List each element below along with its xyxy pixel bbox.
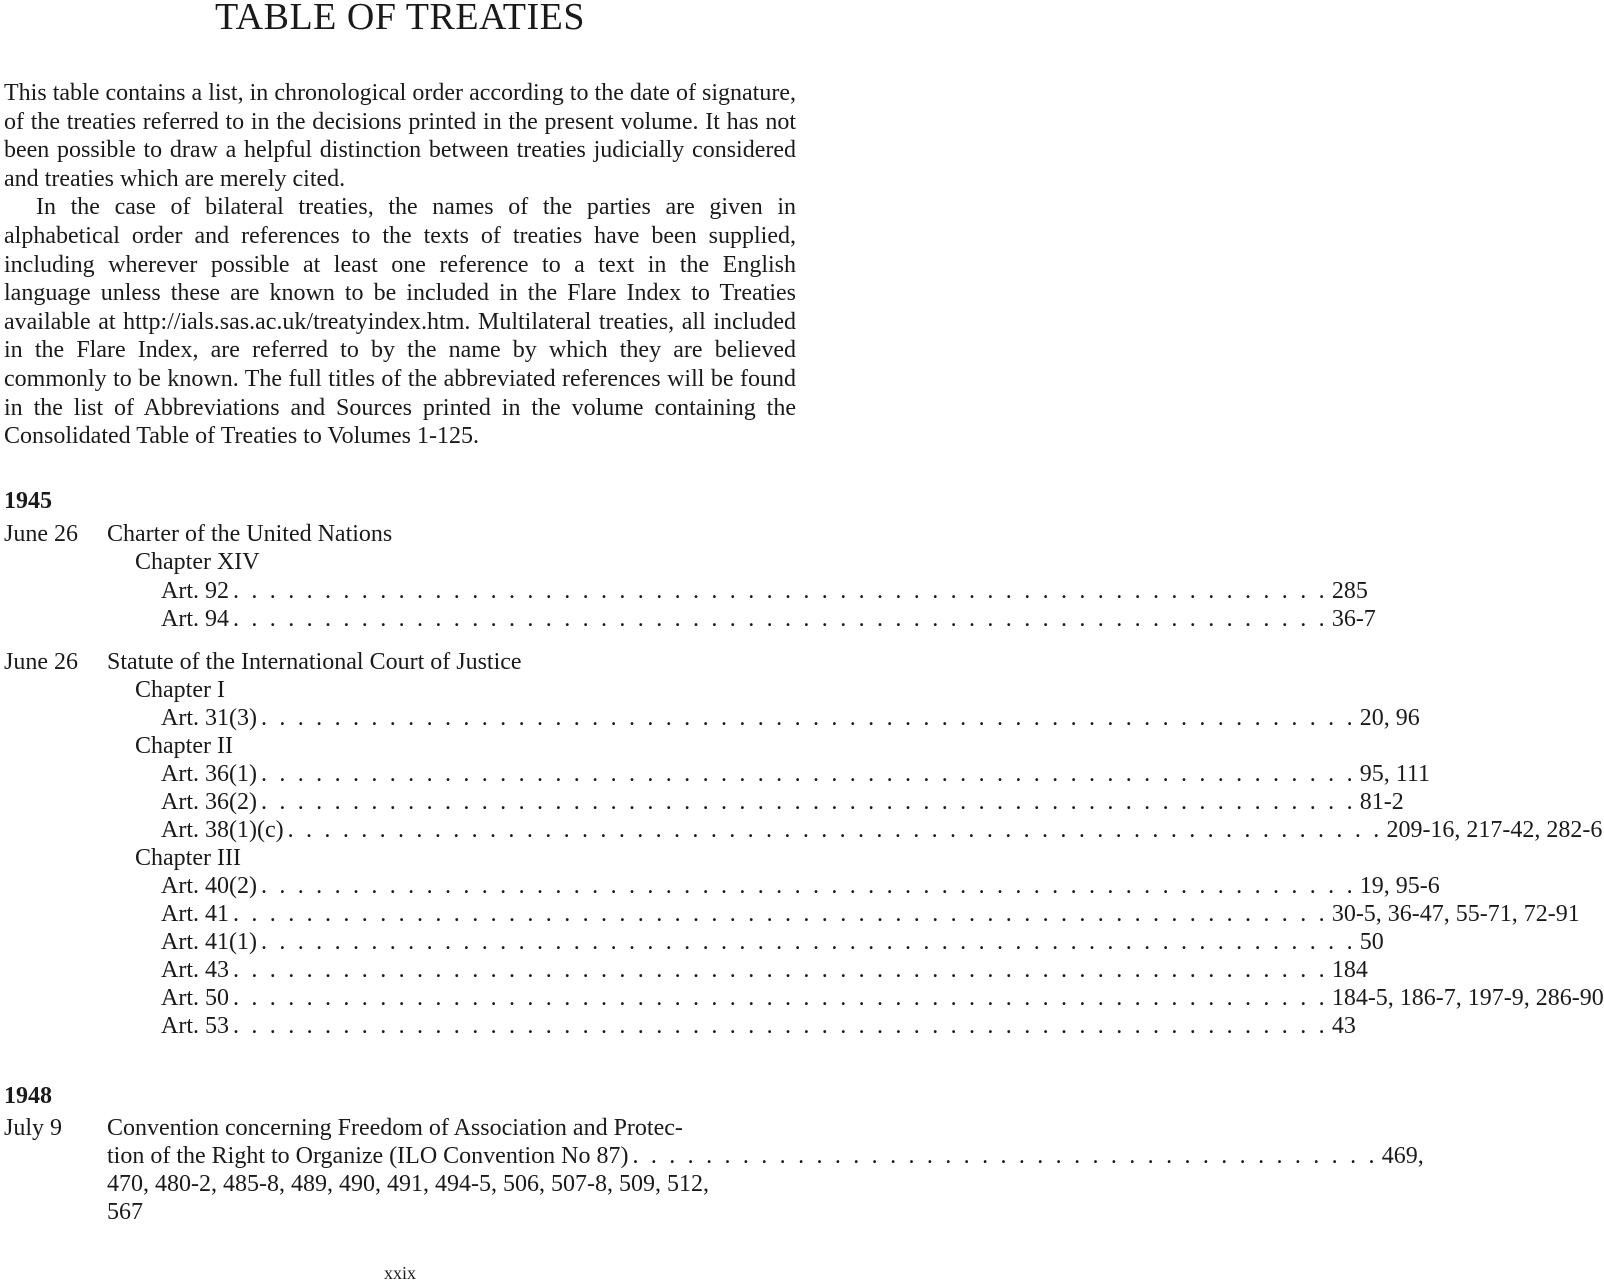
article-entry xyxy=(161,928,1384,956)
article-entry xyxy=(161,1012,1356,1040)
dot-leader: . . . . . . . . . . . . . . . . . . . . . . . . . . . . . . . . . . . . . . . . . . . . . . . . . . . . . . . . . . . . xyxy=(233,901,1328,927)
page-references: 36-7 xyxy=(1331,606,1376,632)
dot-leader: . . . . . . . . . . . . . . . . . . . . . . . . . . . . . . . . . . . . . . . . . . . . . . . . . . . . . . . . . . . . xyxy=(260,789,1356,815)
chapter-heading: Chapter XIV xyxy=(135,549,260,575)
article-label: Art. 50 xyxy=(161,985,229,1011)
introduction xyxy=(4,79,796,451)
treaty-title-continuation xyxy=(107,1142,1424,1170)
year-heading: 1945 xyxy=(4,488,52,514)
article-entry xyxy=(161,956,1368,984)
article-entry xyxy=(161,788,1404,816)
article-entry xyxy=(161,605,1376,633)
treaty-date: July 9 xyxy=(4,1115,63,1141)
article-label: Art. 36(2) xyxy=(161,789,257,815)
dot-leader: . . . . . . . . . . . . . . . . . . . . . . . . . . . . . . . . . . . . . . . . . . . . . . . . . . . . . . . . . . . . xyxy=(233,606,1328,632)
dot-leader: . . . . . . . . . . . . . . . . . . . . . . . . . . . . . . . . . . . . . . . . . . . . . . . . . . . . . . . . . . . . xyxy=(260,761,1356,787)
article-entry xyxy=(161,872,1440,900)
page-references: 184 xyxy=(1331,957,1368,983)
page-references: 184-5, 186-7, 197-9, 286-90 xyxy=(1331,985,1604,1011)
chapter-heading: Chapter III xyxy=(135,845,241,871)
page-references: 19, 95-6 xyxy=(1359,873,1440,899)
article-label: Art. 40(2) xyxy=(161,873,257,899)
article-entry xyxy=(161,704,1420,732)
treaty-title: Convention concerning Freedom of Association and Protec- xyxy=(107,1115,683,1141)
year-heading: 1948 xyxy=(4,1083,52,1109)
intro-paragraph: This table contains a list, in chronological order according to the date of signature, of the treaties referred to in the decisions printed in the present volume. It has not been possible to draw a helpful distinction between treaties judicially considered and treaties which are merely cited. xyxy=(4,80,796,192)
article-label: Art. 41(1) xyxy=(161,929,257,955)
article-label: Art. 38(1)(c) xyxy=(161,817,284,843)
dot-leader: . . . . . . . . . . . . . . . . . . . . . . . . . . . . . . . . . . . . . . . . . . . . . . . . . . . . . . . . . . . . xyxy=(233,578,1328,604)
dot-leader: . . . . . . . . . . . . . . . . . . . . . . . . . . . . . . . . . . . . . . . . . . . . . . . . . . . . . . . . . . . . xyxy=(260,705,1356,731)
article-entry xyxy=(161,760,1431,788)
treaty-title: Statute of the International Court of Justice xyxy=(107,649,522,675)
treaty-date: June 26 xyxy=(4,521,78,547)
article-label: Art. 53 xyxy=(161,1013,229,1039)
page-references: 285 xyxy=(1331,578,1368,604)
page-references: 209-16, 217-42, 282-6 xyxy=(1386,817,1603,843)
page-references: 43 xyxy=(1331,1013,1356,1039)
dot-leader: . . . . . . . . . . . . . . . . . . . . . . . . . . . . . . . . . . . . . . . . . . . . . . . . . . . . . . . . . . . . xyxy=(287,817,1383,843)
chapter-heading: Chapter II xyxy=(135,733,233,759)
treaty-title: Charter of the United Nations xyxy=(107,521,393,547)
page-references: 469, xyxy=(1381,1143,1424,1169)
article-label: Art. 94 xyxy=(161,606,229,632)
page-references: 95, 111 xyxy=(1359,761,1431,787)
chapter-heading: Chapter I xyxy=(135,677,225,703)
intro-paragraph: In the case of bilateral treaties, the names of the parties are given in alphabetical order and references to the texts of treaties have been supplied, including wherever possible at least one reference to a text in the English language unless these are known to be included in the Flare Index to Treaties available at http://ials.sas.ac.uk/treatyindex.htm. Multilateral treaties, all included in the Flare Index, are referred to by the name by which they are believed commonly to be known. The full titles of the abbreviated references will be found in the list of Abbreviations and Sources printed in the volume containing the Consolidated Table of Treaties to Volumes 1-125. xyxy=(4,194,796,450)
treaty-title: tion of the Right to Organize (ILO Convention No 87) xyxy=(107,1143,629,1169)
dot-leader: . . . . . . . . . . . . . . . . . . . . . . . . . . . . . . . . . . . . . . . . . . . . . . . . . . . . . . . . . . . . xyxy=(233,957,1328,983)
dot-leader: . . . . . . . . . . . . . . . . . . . . . . . . . . . . . . . . . . . . . . . . . xyxy=(632,1143,1378,1169)
article-label: Art. 41 xyxy=(161,901,229,927)
dot-leader: . . . . . . . . . . . . . . . . . . . . . . . . . . . . . . . . . . . . . . . . . . . . . . . . . . . . . . . . . . . . xyxy=(260,873,1356,899)
page-references: 30-5, 36-47, 55-71, 72-91 xyxy=(1331,901,1580,927)
page-references: 567 xyxy=(107,1199,143,1225)
dot-leader: . . . . . . . . . . . . . . . . . . . . . . . . . . . . . . . . . . . . . . . . . . . . . . . . . . . . . . . . . . . . xyxy=(260,929,1356,955)
page-references: 50 xyxy=(1359,929,1384,955)
dot-leader: . . . . . . . . . . . . . . . . . . . . . . . . . . . . . . . . . . . . . . . . . . . . . . . . . . . . . . . . . . . . xyxy=(233,985,1328,1011)
article-label: Art. 36(1) xyxy=(161,761,257,787)
dot-leader: . . . . . . . . . . . . . . . . . . . . . . . . . . . . . . . . . . . . . . . . . . . . . . . . . . . . . . . . . . . . xyxy=(233,1013,1328,1039)
page-number: xxix xyxy=(383,1263,416,1283)
page-references: 81-2 xyxy=(1359,789,1404,815)
page-title: TABLE OF TREATIES xyxy=(215,0,585,38)
page-references: 20, 96 xyxy=(1359,705,1420,731)
article-entry xyxy=(161,577,1368,605)
article-entry xyxy=(161,984,1604,1012)
article-entry xyxy=(161,900,1580,928)
article-label: Art. 31(3) xyxy=(161,705,257,731)
article-entry xyxy=(161,816,1603,844)
article-label: Art. 92 xyxy=(161,578,229,604)
article-label: Art. 43 xyxy=(161,957,229,983)
page-references: 470, 480-2, 485-8, 489, 490, 491, 494-5, 506, 507-8, 509, 512, xyxy=(107,1171,709,1197)
treaty-date: June 26 xyxy=(4,649,78,675)
